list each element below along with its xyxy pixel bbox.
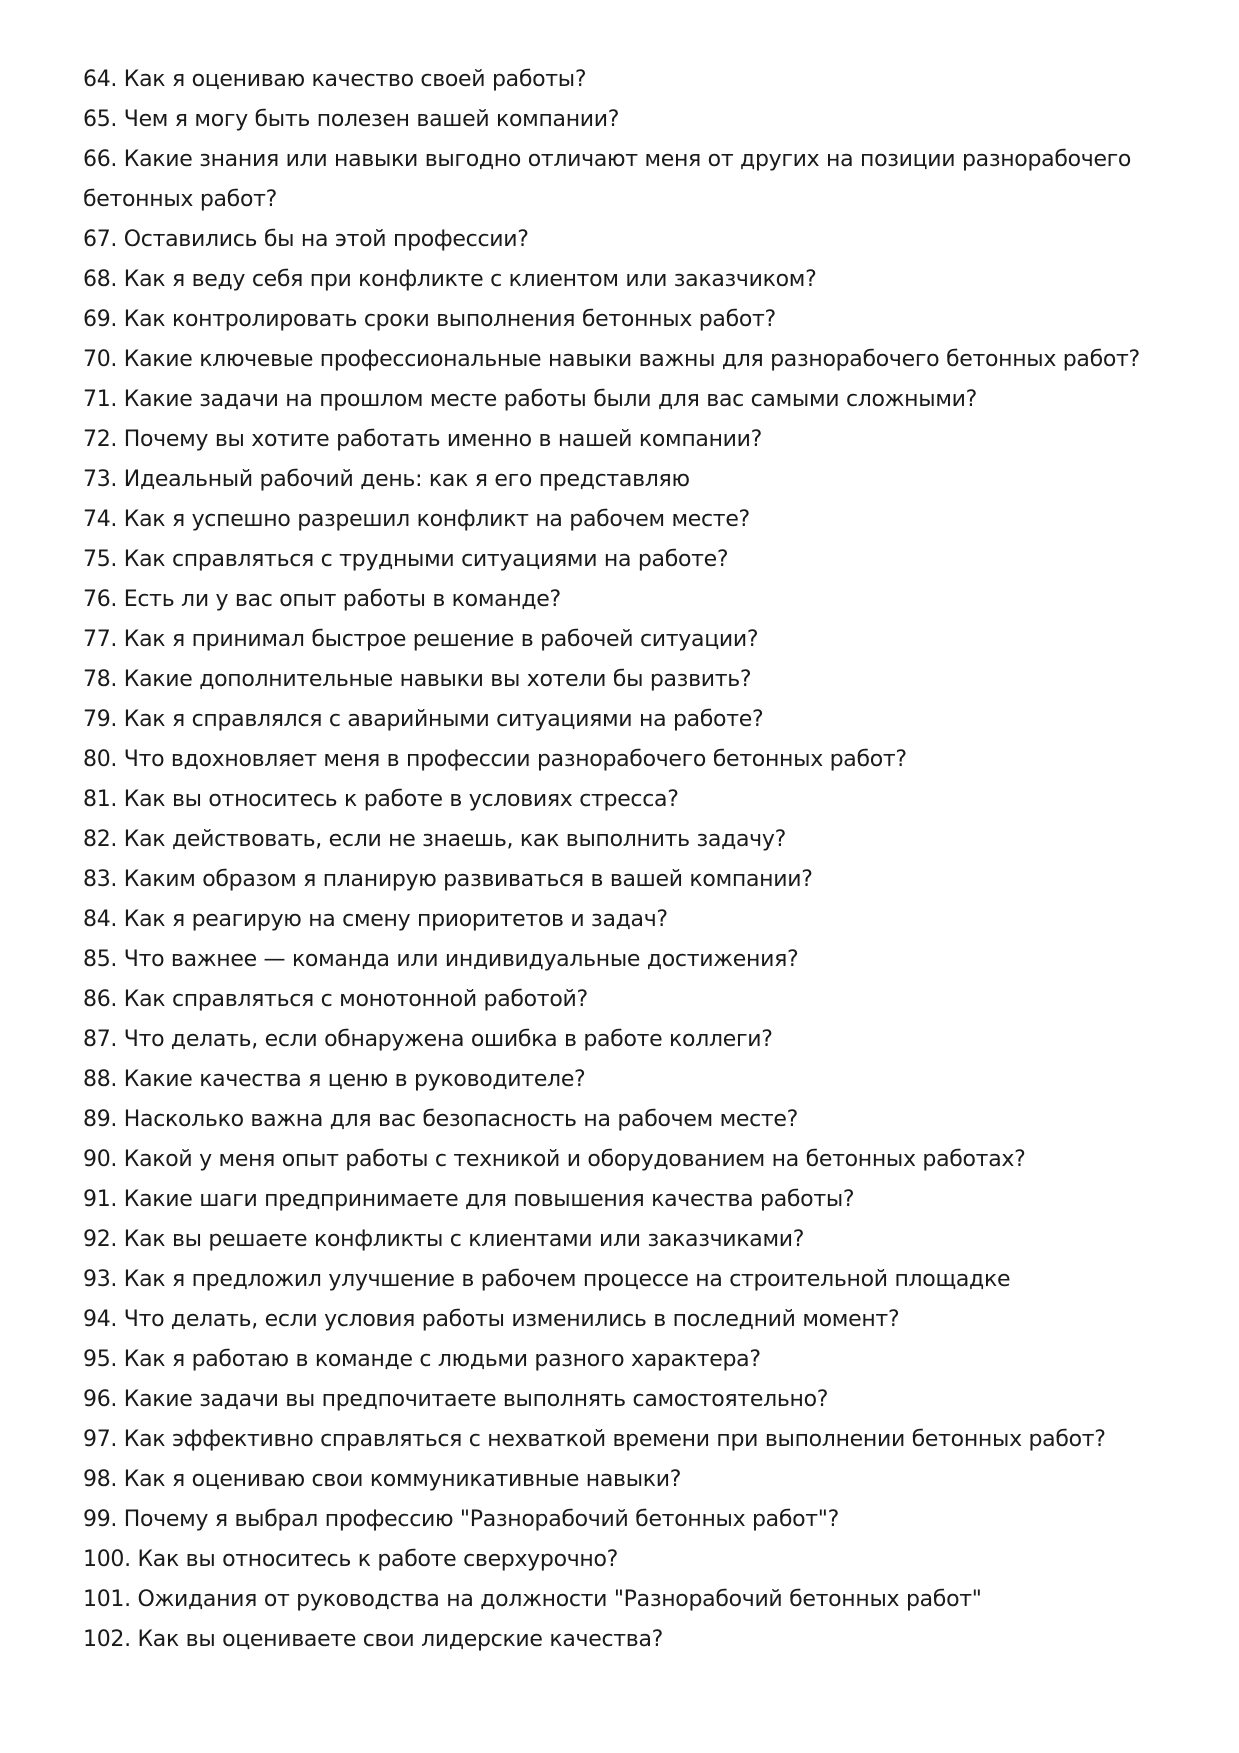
question-item: 67. Оставились бы на этой профессии? xyxy=(83,227,529,252)
question-item: 98. Как я оцениваю свои коммуникативные навыки? xyxy=(83,1467,682,1492)
question-item: 102. Как вы оцениваете свои лидерские качества? xyxy=(83,1627,663,1652)
question-item: 90. Какой у меня опыт работы с техникой и оборудованием на бетонных работах? xyxy=(83,1147,1026,1172)
question-item: 73. Идеальный рабочий день: как я его представляю xyxy=(83,467,690,492)
question-item: 76. Есть ли у вас опыт работы в команде? xyxy=(83,587,561,612)
question-item: 89. Насколько важна для вас безопасность на рабочем месте? xyxy=(83,1107,799,1132)
question-item: 84. Как я реагирую на смену приоритетов и задач? xyxy=(83,907,668,932)
question-item: 85. Что важнее — команда или индивидуальные достижения? xyxy=(83,947,799,972)
question-item: 82. Как действовать, если не знаешь, как выполнить задачу? xyxy=(83,827,786,852)
question-item: 64. Как я оцениваю качество своей работы? xyxy=(83,67,587,92)
question-item: 94. Что делать, если условия работы изменились в последний момент? xyxy=(83,1307,900,1332)
question-item: 72. Почему вы хотите работать именно в нашей компании? xyxy=(83,427,763,452)
question-item: 75. Как справляться с трудными ситуациями на работе? xyxy=(83,547,729,572)
question-item: 99. Почему я выбрал профессию "Разнорабочий бетонных работ"? xyxy=(83,1507,839,1532)
question-item: 81. Как вы относитесь к работе в условиях стресса? xyxy=(83,787,679,812)
question-item: 101. Ожидания от руководства на должности "Разнорабочий бетонных работ" xyxy=(83,1587,982,1612)
question-item: 100. Как вы относитесь к работе сверхурочно? xyxy=(83,1547,619,1572)
question-item: 65. Чем я могу быть полезен вашей компании? xyxy=(83,107,620,132)
question-item: 79. Как я справлялся с аварийными ситуациями на работе? xyxy=(83,707,764,732)
question-item: 71. Какие задачи на прошлом месте работы были для вас самыми сложными? xyxy=(83,387,978,412)
question-item: 66. Какие знания или навыки выгодно отличают меня от других на позиции разнорабочего бетонных работ? xyxy=(83,147,1132,212)
question-item: 69. Как контролировать сроки выполнения бетонных работ? xyxy=(83,307,776,332)
question-item: 78. Какие дополнительные навыки вы хотели бы развить? xyxy=(83,667,752,692)
question-item: 77. Как я принимал быстрое решение в рабочей ситуации? xyxy=(83,627,759,652)
question-item: 91. Какие шаги предпринимаете для повышения качества работы? xyxy=(83,1187,855,1212)
question-item: 93. Как я предложил улучшение в рабочем процессе на строительной площадке xyxy=(83,1267,1011,1292)
question-item: 88. Какие качества я ценю в руководителе? xyxy=(83,1067,586,1092)
question-item: 74. Как я успешно разрешил конфликт на рабочем месте? xyxy=(83,507,750,532)
question-item: 92. Как вы решаете конфликты с клиентами или заказчиками? xyxy=(83,1227,805,1252)
question-item: 70. Какие ключевые профессиональные навыки важны для разнорабочего бетонных работ? xyxy=(83,347,1140,372)
question-item: 87. Что делать, если обнаружена ошибка в работе коллеги? xyxy=(83,1027,773,1052)
question-item: 96. Какие задачи вы предпочитаете выполнять самостоятельно? xyxy=(83,1387,829,1412)
question-item: 95. Как я работаю в команде с людьми разного характера? xyxy=(83,1347,761,1372)
question-item: 97. Как эффективно справляться с нехваткой времени при выполнении бетонных работ? xyxy=(83,1427,1106,1452)
question-item: 83. Каким образом я планирую развиваться в вашей компании? xyxy=(83,867,813,892)
question-item: 80. Что вдохновляет меня в профессии разнорабочего бетонных работ? xyxy=(83,747,907,772)
question-item: 86. Как справляться с монотонной работой? xyxy=(83,987,588,1012)
question-list xyxy=(83,60,1163,1660)
question-item: 68. Как я веду себя при конфликте с клиентом или заказчиком? xyxy=(83,267,817,292)
